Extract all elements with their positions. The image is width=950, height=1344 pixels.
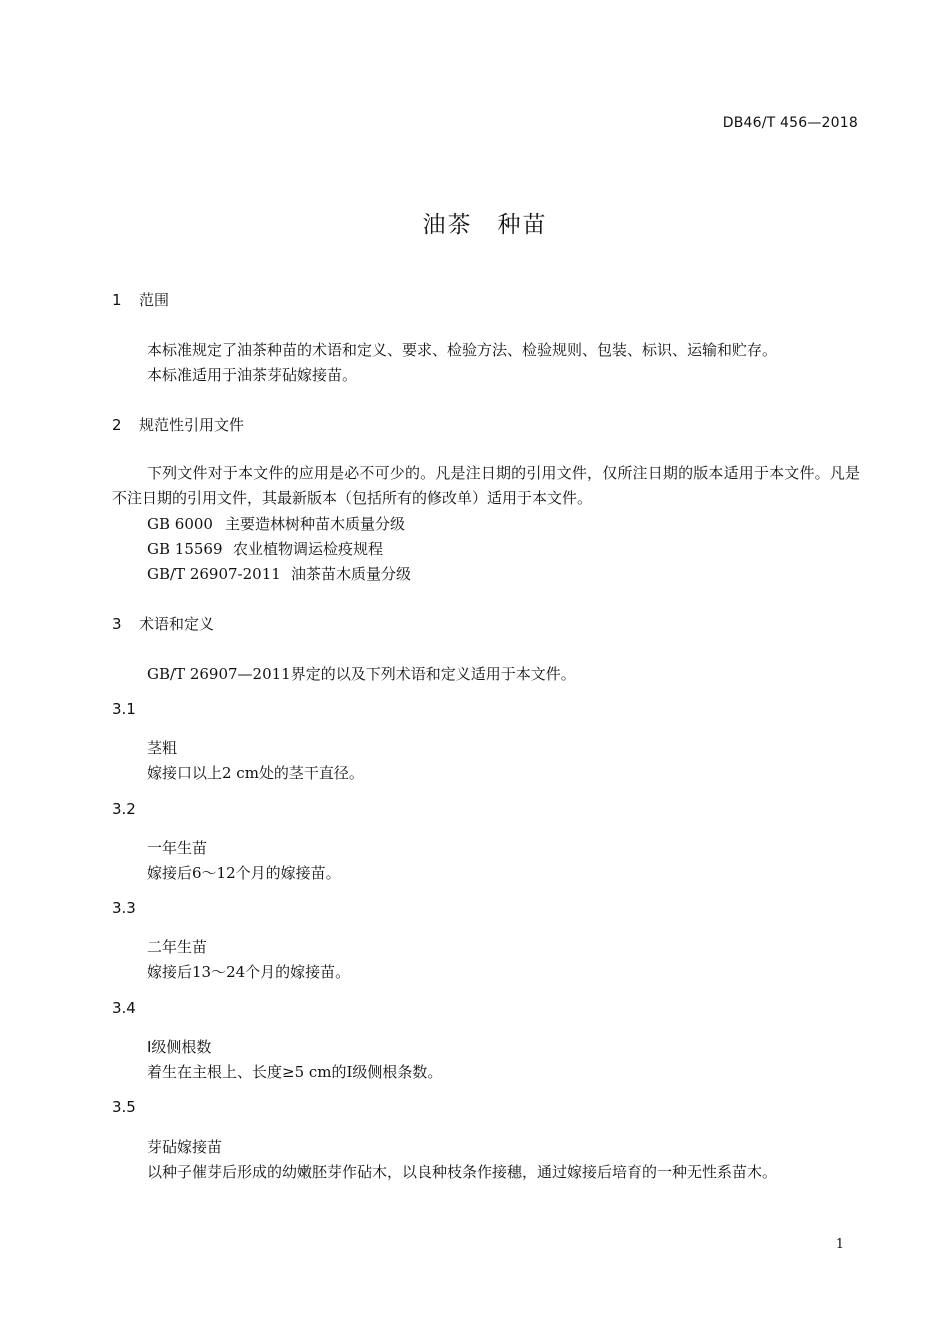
standard-id: DB46/T 456—2018 [722,115,858,131]
term-number: 3.4 [112,999,136,1017]
reference-title: 主要造林树种苗木质量分级 [225,515,406,533]
term-number: 3.1 [112,700,136,718]
reference-code: GB 6000 [147,515,213,533]
section-title: 规范性引用文件 [139,416,245,434]
section-number: 3 [112,615,122,633]
section-title: 术语和定义 [139,615,215,633]
section-heading-scope [112,289,169,310]
term-definition: 嫁接后6～12个月的嫁接苗。 [147,864,341,882]
reference-item [147,563,411,584]
term-title: 芽砧嫁接苗 [147,1138,223,1156]
reference-code: GB 15569 [147,540,223,558]
reference-item [147,513,405,534]
term-title: 一年生苗 [147,839,208,857]
page-title: 油茶 种苗 [422,212,548,238]
reference-title: 油茶苗木质量分级 [291,565,412,583]
section-heading-terms [112,613,214,634]
term-title: 茎粗 [147,739,178,757]
normative-intro-paragraph: 下列文件对于本文件的应用是必不可少的。凡是注日期的引用文件，仅所注日期的版本适用于本文件。凡是不注日期的引用文件，其最新版本（包括所有的修改单）适用于本文件。 [112,464,860,507]
section-heading-normative-references [112,414,244,435]
term-number: 3.5 [112,1098,136,1116]
term-definition: 嫁接后13～24个月的嫁接苗。 [147,963,351,981]
page-number: 1 [835,1237,844,1252]
section-number: 2 [112,416,122,434]
term-title: Ⅰ级侧根数 [147,1038,212,1056]
term-title: 二年生苗 [147,938,208,956]
reference-code: GB/T 26907-2011 [147,565,281,583]
scope-paragraph-2: 本标准适用于油茶芽砧嫁接苗。 [147,366,358,384]
term-definition: 以种子催芽后形成的幼嫩胚芽作砧木，以良种枝条作接穗，通过嫁接后培育的一种无性系苗木。 [147,1163,778,1181]
scope-paragraph-1: 本标准规定了油茶种苗的术语和定义、要求、检验方法、检验规则、包装、标识、运输和贮存。 [147,341,778,359]
term-definition: 嫁接口以上2 cm处的茎干直径。 [147,764,364,782]
term-definition: 着生在主根上、长度≥5 cm的Ⅰ级侧根条数。 [147,1063,443,1081]
section-number: 1 [112,291,122,309]
term-number: 3.2 [112,800,136,818]
reference-title: 农业植物调运检疫规程 [233,540,384,558]
section-title: 范围 [139,291,170,309]
term-number: 3.3 [112,899,136,917]
reference-item [147,538,383,559]
terms-intro-paragraph: GB/T 26907—2011界定的以及下列术语和定义适用于本文件。 [147,665,576,683]
